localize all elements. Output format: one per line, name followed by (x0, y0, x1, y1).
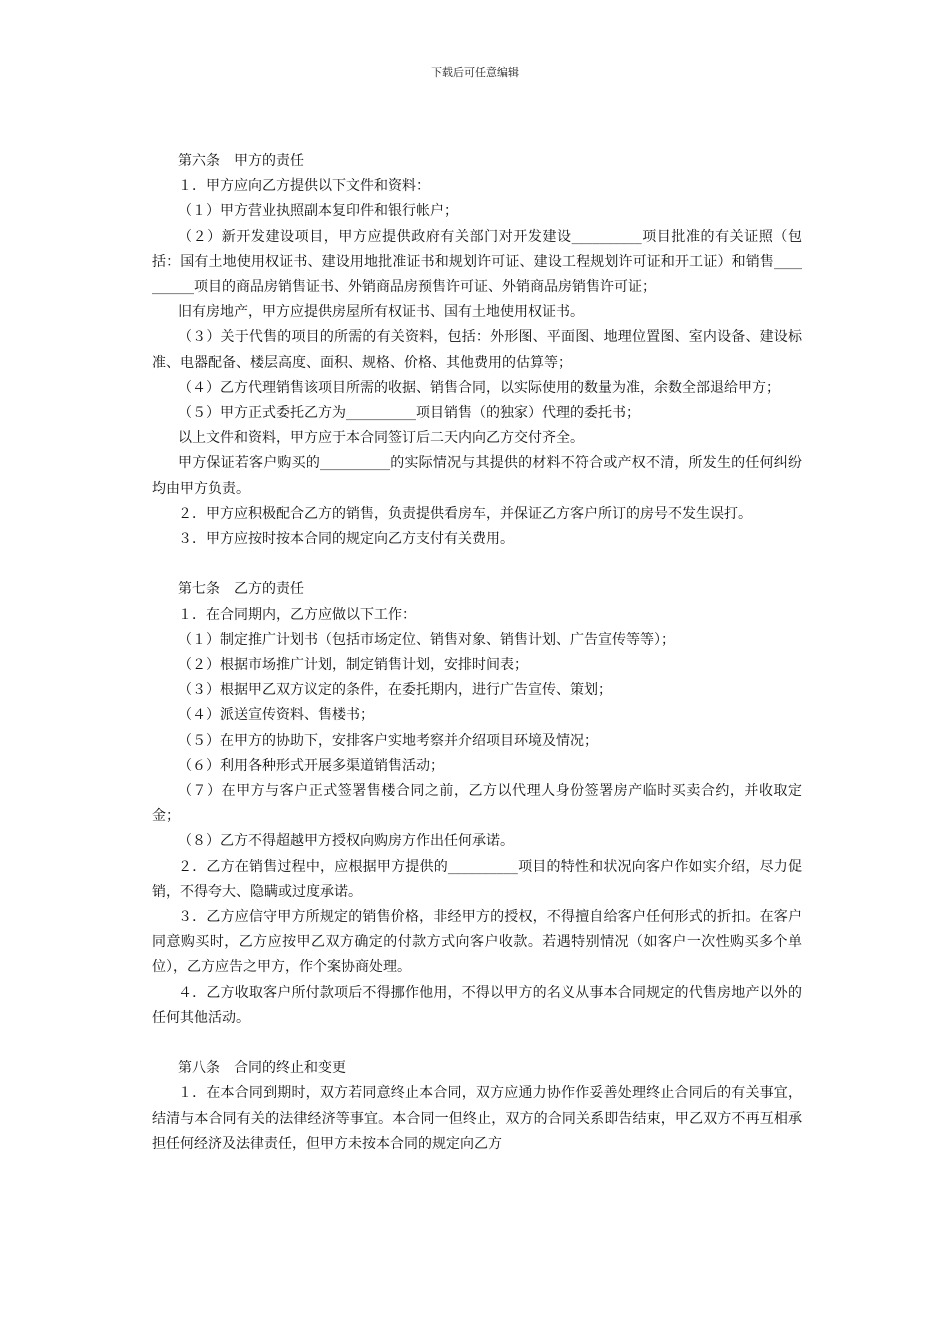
clause-paragraph: １．在合同期内，乙方应做以下工作： (178, 606, 416, 623)
clause-paragraph: （８）乙方不得超越甲方授权向购房方作出任何承诺。 (178, 833, 514, 850)
clause-paragraph: ２．甲方应积极配合乙方的销售，负责提供看房车，并保证乙方客户所订的房号不发生误打。 (178, 505, 752, 522)
section-heading: 第八条 合同的终止和变更 (178, 1060, 346, 1077)
clause-paragraph: ２．乙方在销售过程中，应根据甲方提供的__________项目的特性和状况向客户作如实介绍，尽力促销，不得夸大、隐瞒或过度承诺。 (152, 858, 802, 900)
clause-paragraph: （３）关于代售的项目的所需的有关资料，包括：外形图、平面图、地理位置图、室内设备、建设标准、电器配备、楼层高度、面积、规格、价格、其他费用的估算等； (152, 329, 802, 371)
section-gap (152, 1031, 802, 1056)
clause-paragraph: （７）在甲方与客户正式签署售楼合同之前，乙方以代理人身份签署房产临时买卖合约，并收取定金； (152, 783, 802, 825)
clause-paragraph: （３）根据甲乙双方议定的条件，在委托期内，进行广告宣传、策划； (178, 682, 612, 699)
clause-paragraph: ４．乙方收取客户所付款项后不得挪作他用，不得以甲方的名义从事本合同规定的代售房地产以外的任何其他活动。 (152, 984, 802, 1026)
clause-paragraph: 甲方保证若客户购买的__________的实际情况与其提供的材料不符合或产权不清，所发生的任何纠纷均由甲方负责。 (152, 455, 802, 497)
clause-paragraph: （１）甲方营业执照副本复印件和银行帐户； (178, 203, 458, 220)
clause-paragraph: （６）利用各种形式开展多渠道销售活动； (178, 757, 444, 774)
contract-body (152, 149, 802, 1157)
clause-paragraph: 旧有房地产，甲方应提供房屋所有权证书、国有土地使用权证书。 (178, 304, 584, 321)
clause-paragraph: （２）新开发建设项目，甲方应提供政府有关部门对开发建设__________项目批准的有关证照（包括：国有土地使用权证书、建设用地批准证书和规划许可证、建设工程规划许可证和开工证）和销售__________项目的商品房销售证书、外销商品房预售许可证、外销商品房销售许可证； (152, 228, 802, 296)
section-gap (152, 552, 802, 577)
clause-paragraph: １．在本合同到期时，双方若同意终止本合同，双方应通力协作作妥善处理终止合同后的有关事宜，结清与本合同有关的法律经济等事宜。本合同一但终止，双方的合同关系即告结束，甲乙双方不再互相承担任何经济及法律责任，但甲方未按本合同的规定向乙方 (152, 1085, 802, 1152)
page-header: 下载后可任意编辑 (431, 66, 519, 79)
clause-paragraph: １．甲方应向乙方提供以下文件和资料： (178, 178, 430, 195)
clause-paragraph: ３．甲方应按时按本合同的规定向乙方支付有关费用。 (178, 531, 514, 548)
clause-paragraph: （４）派送宣传资料、售楼书； (178, 707, 374, 724)
section-heading: 第七条 乙方的责任 (178, 581, 304, 598)
clause-paragraph: （２）根据市场推广计划，制定销售计划，安排时间表； (178, 657, 528, 674)
clause-paragraph: （１）制定推广计划书（包括市场定位、销售对象、销售计划、广告宣传等等）； (178, 631, 675, 648)
clause-paragraph: （５）甲方正式委托乙方为__________项目销售（的独家）代理的委托书； (178, 405, 640, 422)
clause-paragraph: 以上文件和资料，甲方应于本合同签订后二天内向乙方交付齐全。 (178, 430, 584, 447)
clause-paragraph: ３．乙方应信守甲方所规定的销售价格，非经甲方的授权，不得擅自给客户任何形式的折扣。在客户同意购买时，乙方应按甲乙双方确定的付款方式向客户收款。若遇特别情况（如客户一次性购买多个单位），乙方应告之甲方，作个案协商处理。 (152, 909, 802, 976)
section-heading: 第六条 甲方的责任 (178, 153, 304, 169)
clause-paragraph: （５）在甲方的协助下，安排客户实地考察并介绍项目环境及情况； (178, 732, 598, 749)
clause-paragraph: （４）乙方代理销售该项目所需的收据、销售合同，以实际使用的数量为准，余数全部退给甲方； (178, 379, 780, 396)
